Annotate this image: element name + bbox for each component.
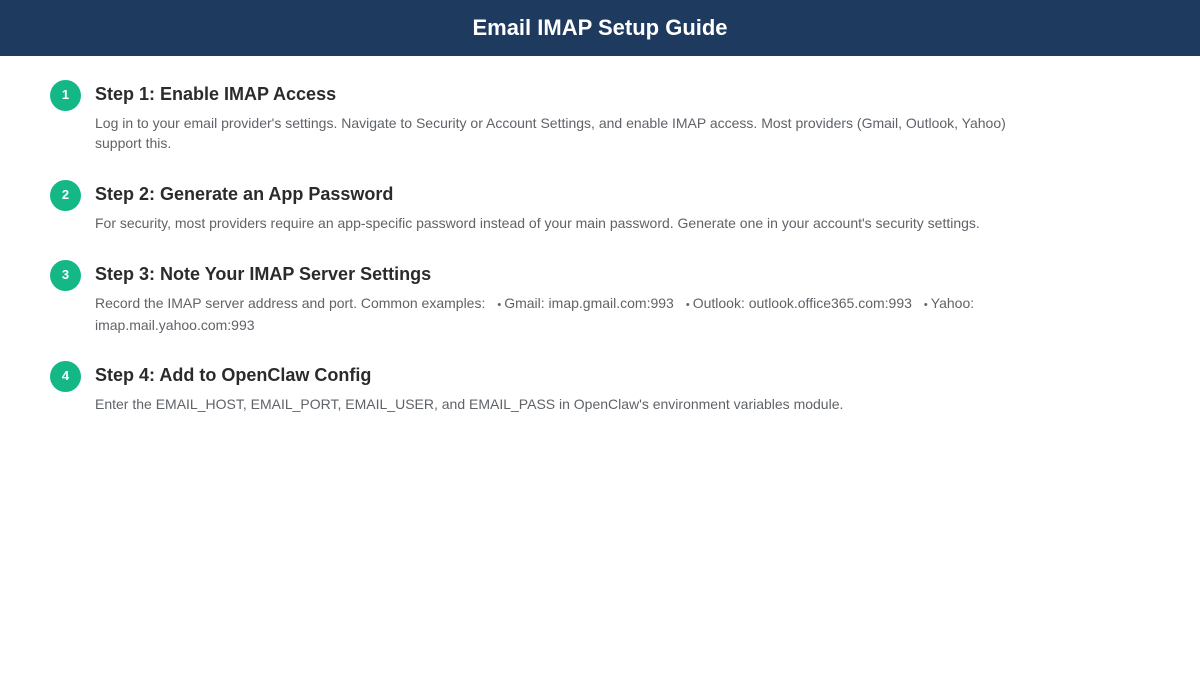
step-description: For security, most providers require an app-specific password instead of your main password. Generate one in your account's security settings. [95, 215, 980, 231]
step-description: Enter the EMAIL_HOST, EMAIL_PORT, EMAIL_USER, and EMAIL_PASS in OpenClaw's environment variables module. [95, 396, 844, 412]
server-example-outlook: • Outlook: outlook.office365.com:993 [685, 295, 912, 311]
step-title: Step 4: Add to OpenClaw Config [95, 365, 372, 385]
steps-list [0, 56, 1200, 414]
step-item-3 [50, 260, 1015, 335]
step-item-2 [50, 180, 1015, 233]
step-item-4 [50, 361, 1015, 414]
server-example-gmail: • Gmail: imap.gmail.com:993 [497, 295, 674, 311]
step-title: Step 1: Enable IMAP Access [95, 84, 337, 104]
page-header [0, 0, 1200, 56]
step-number-badge: 3 [50, 260, 81, 291]
step-number-badge: 4 [50, 361, 81, 392]
step-item-1 [50, 80, 1015, 153]
step-title: Step 3: Note Your IMAP Server Settings [95, 264, 432, 284]
step-description: Log in to your email provider's settings. Navigate to Security or Account Settings, and enable IMAP access. Most providers (Gmail, Outlook, Yahoo) support this. [95, 115, 1006, 151]
step-title: Step 2: Generate an App Password [95, 184, 394, 204]
step-description-text: Record the IMAP server address and port. Common examples: [95, 295, 486, 311]
step-number-badge: 2 [50, 180, 81, 211]
page-title: Email IMAP Setup Guide [472, 15, 728, 40]
step-description [95, 293, 1015, 335]
step-number-badge: 1 [50, 80, 81, 111]
server-example-yahoo: • Yahoo: imap.mail.yahoo.com:993 [95, 295, 975, 333]
